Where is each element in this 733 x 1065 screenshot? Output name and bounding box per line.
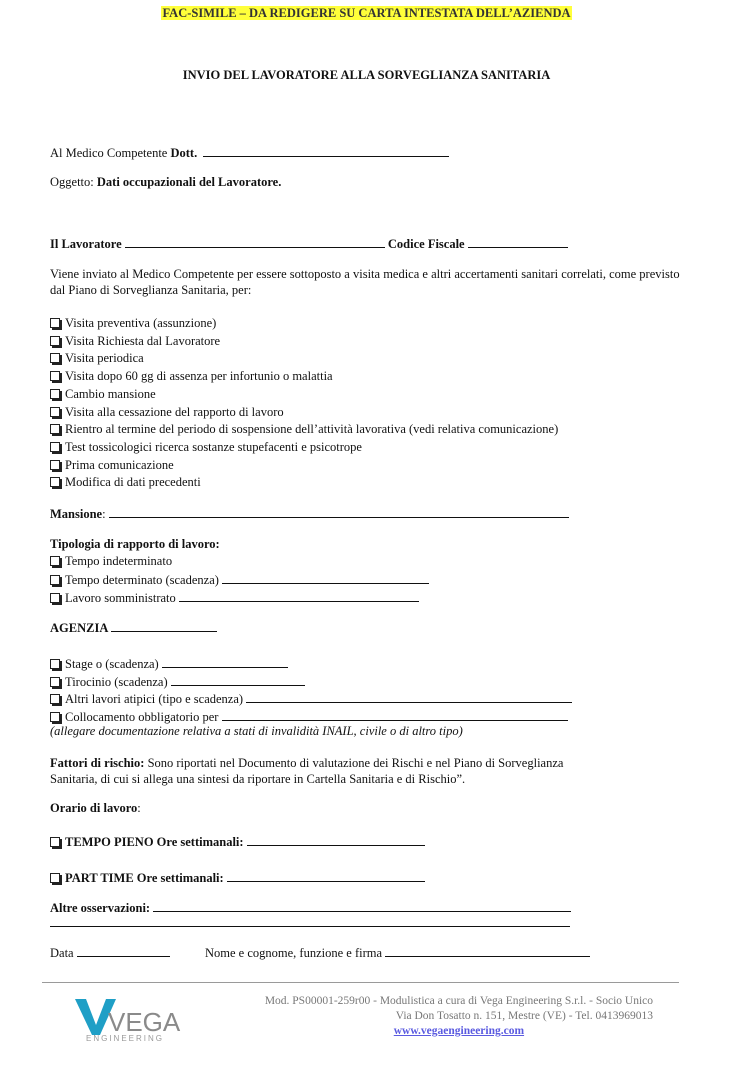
medico-label: Al Medico Competente <box>50 146 171 160</box>
tempo-pieno-row[interactable] <box>50 834 425 850</box>
data-field[interactable] <box>77 945 170 957</box>
altre-osservazioni-field[interactable] <box>153 900 571 912</box>
visita-label: Cambio mansione <box>65 386 156 401</box>
part-time-row[interactable] <box>50 870 425 886</box>
atipico-item[interactable] <box>50 656 288 672</box>
orario-row <box>50 801 141 816</box>
facsimile-banner: FAC-SIMILE – DA REDIGERE SU CARTA INTESTATA DELL’AZIENDA <box>162 6 571 20</box>
oggetto-label: Oggetto: <box>50 175 97 189</box>
oggetto-row <box>50 175 281 190</box>
lavoratore-name-field[interactable] <box>125 236 385 248</box>
checkbox[interactable] <box>50 389 60 399</box>
visita-item[interactable] <box>50 369 333 384</box>
checkbox[interactable] <box>50 837 60 847</box>
checkbox[interactable] <box>50 336 60 346</box>
visita-label: Test tossicologici ricerca sostanze stupefacenti e psicotrope <box>65 439 362 454</box>
tipologia-item[interactable] <box>50 590 419 606</box>
checkbox[interactable] <box>50 424 60 434</box>
medico-name-field[interactable] <box>203 145 449 157</box>
stage-field[interactable] <box>162 656 288 668</box>
checkbox[interactable] <box>50 442 60 452</box>
data-label: Data <box>50 946 74 960</box>
altre-osservazioni-field-2[interactable] <box>50 915 570 927</box>
visita-item[interactable] <box>50 387 156 402</box>
atipico-item[interactable] <box>50 691 572 707</box>
visita-item[interactable] <box>50 422 558 437</box>
orario-label: Orario di lavoro <box>50 801 138 815</box>
mansione-label: Mansione <box>50 507 103 521</box>
tirocinio-field[interactable] <box>171 674 305 686</box>
checkbox[interactable] <box>50 694 60 704</box>
atipici-field[interactable] <box>246 691 572 703</box>
atipico-label: Collocamento obbligatorio per <box>65 710 219 724</box>
lavoratore-row <box>50 236 568 252</box>
tempo-pieno-label: TEMPO PIENO Ore settimanali: <box>65 835 244 849</box>
data-row <box>50 945 170 961</box>
firma-field[interactable] <box>385 945 590 957</box>
visita-item[interactable] <box>50 440 362 455</box>
codice-fiscale-field[interactable] <box>468 236 568 248</box>
altre-osservazioni-label: Altre osservazioni: <box>50 901 151 915</box>
footer-line-2: Via Don Tosatto n. 151, Mestre (VE) - Tel. 0413969013 <box>395 1010 653 1022</box>
tipologia-item[interactable] <box>50 554 172 569</box>
atipico-item[interactable] <box>50 709 568 725</box>
fattori-paragraph <box>50 755 610 787</box>
oggetto-value: Dati occupazionali del Lavoratore. <box>96 175 282 189</box>
visita-item[interactable] <box>50 405 284 420</box>
checkbox[interactable] <box>50 556 60 566</box>
orario-colon: : <box>137 801 141 815</box>
agenzia-label: AGENZIA <box>50 621 108 635</box>
agenzia-field[interactable] <box>111 620 217 632</box>
checkbox[interactable] <box>50 712 60 722</box>
atipico-label: Altri lavori atipici (tipo e scadenza) <box>65 692 244 706</box>
vega-logo-icon <box>72 995 181 1043</box>
agenzia-row <box>50 620 217 636</box>
intro-paragraph: Viene inviato al Medico Competente per essere sottoposto a visita medica e altri accertamenti sanitari correlati, come previsto dal Piano di Sorveglianza Sanitaria, per: <box>50 267 680 297</box>
checkbox[interactable] <box>50 477 60 487</box>
visita-label: Visita periodica <box>65 351 144 366</box>
visita-item[interactable] <box>50 458 174 473</box>
checkbox[interactable] <box>50 407 60 417</box>
mansione-field[interactable] <box>109 506 569 518</box>
logo-sub-text: ENGINEERING <box>86 1034 165 1043</box>
checkbox[interactable] <box>50 318 60 328</box>
atipico-label: Tirocinio (scadenza) <box>65 675 168 689</box>
mansione-row <box>50 506 569 522</box>
dott-label: Dott. <box>170 146 198 160</box>
checkbox[interactable] <box>50 659 60 669</box>
somministrato-field[interactable] <box>179 590 419 602</box>
checkbox[interactable] <box>50 593 60 603</box>
visita-label: Visita preventiva (assunzione) <box>65 316 217 330</box>
visita-item[interactable] <box>50 334 220 349</box>
part-time-field[interactable] <box>227 870 425 882</box>
checkbox[interactable] <box>50 575 60 585</box>
checkbox[interactable] <box>50 873 60 883</box>
visita-item[interactable] <box>50 316 216 331</box>
atipico-label: Stage o (scadenza) <box>65 657 159 671</box>
visita-label: Modifica di dati precedenti <box>65 475 201 490</box>
footer-text <box>265 994 653 1039</box>
fattori-text: Sono riportati nel Documento di valutazione dei Rischi e nel Piano di Sorveglianza Sanitaria, di cui si allega una sintesi da riportare in Cartella Sanitaria e di Rischio”. <box>50 756 564 786</box>
firma-row <box>205 945 590 961</box>
tempo-pieno-field[interactable] <box>247 834 425 846</box>
footer-divider <box>42 982 679 983</box>
medico-row <box>50 145 449 161</box>
checkbox[interactable] <box>50 460 60 470</box>
document-title: INVIO DEL LAVORATORE ALLA SORVEGLIANZA SANITARIA <box>182 68 551 82</box>
tipologia-label: Tempo determinato (scadenza) <box>65 573 219 587</box>
footer-line-1: Mod. PS00001-259r00 - Modulistica a cura di Vega Engineering S.r.l. - Socio Unico <box>264 995 653 1007</box>
checkbox[interactable] <box>50 353 60 363</box>
logo-main-text: VEGA <box>108 1007 181 1037</box>
visita-label: Rientro al termine del periodo di sospensione dell’attività lavorativa (vedi relativa comunicazione) <box>65 422 559 437</box>
part-time-label: PART TIME Ore settimanali: <box>65 871 224 885</box>
vega-logo <box>72 995 181 1047</box>
visita-label: Visita Richiesta dal Lavoratore <box>65 333 221 348</box>
tipologia-item[interactable] <box>50 572 429 588</box>
visita-item[interactable] <box>50 351 144 366</box>
checkbox[interactable] <box>50 371 60 381</box>
checkbox[interactable] <box>50 677 60 687</box>
visita-item[interactable] <box>50 475 201 490</box>
invalidita-note: (allegare documentazione relativa a stati di invalidità INAIL, civile o di altro tipo) <box>50 724 463 738</box>
visita-label: Visita alla cessazione del rapporto di lavoro <box>65 404 284 419</box>
tipologia-heading: Tipologia di rapporto di lavoro: <box>50 537 220 551</box>
atipico-item[interactable] <box>50 674 305 690</box>
altre-osservazioni-line2[interactable] <box>50 915 570 931</box>
visita-label: Visita dopo 60 gg di assenza per infortunio o malattia <box>65 369 333 384</box>
fattori-label: Fattori di rischio: <box>50 756 145 770</box>
mansione-colon: : <box>102 507 106 521</box>
tipologia-label: Tempo indeterminato <box>65 554 173 568</box>
visita-label: Prima comunicazione <box>65 457 174 472</box>
tipologia-label: Lavoro somministrato <box>65 591 176 605</box>
codice-fiscale-label: Codice Fiscale <box>387 237 465 251</box>
altre-osservazioni-row <box>50 900 571 916</box>
collocamento-field[interactable] <box>222 709 568 721</box>
website-link[interactable]: www.vegaengineering.com <box>393 1025 525 1037</box>
scadenza-field[interactable] <box>222 572 429 584</box>
firma-label: Nome e cognome, funzione e firma <box>205 946 383 960</box>
lavoratore-label: Il Lavoratore <box>50 237 122 251</box>
